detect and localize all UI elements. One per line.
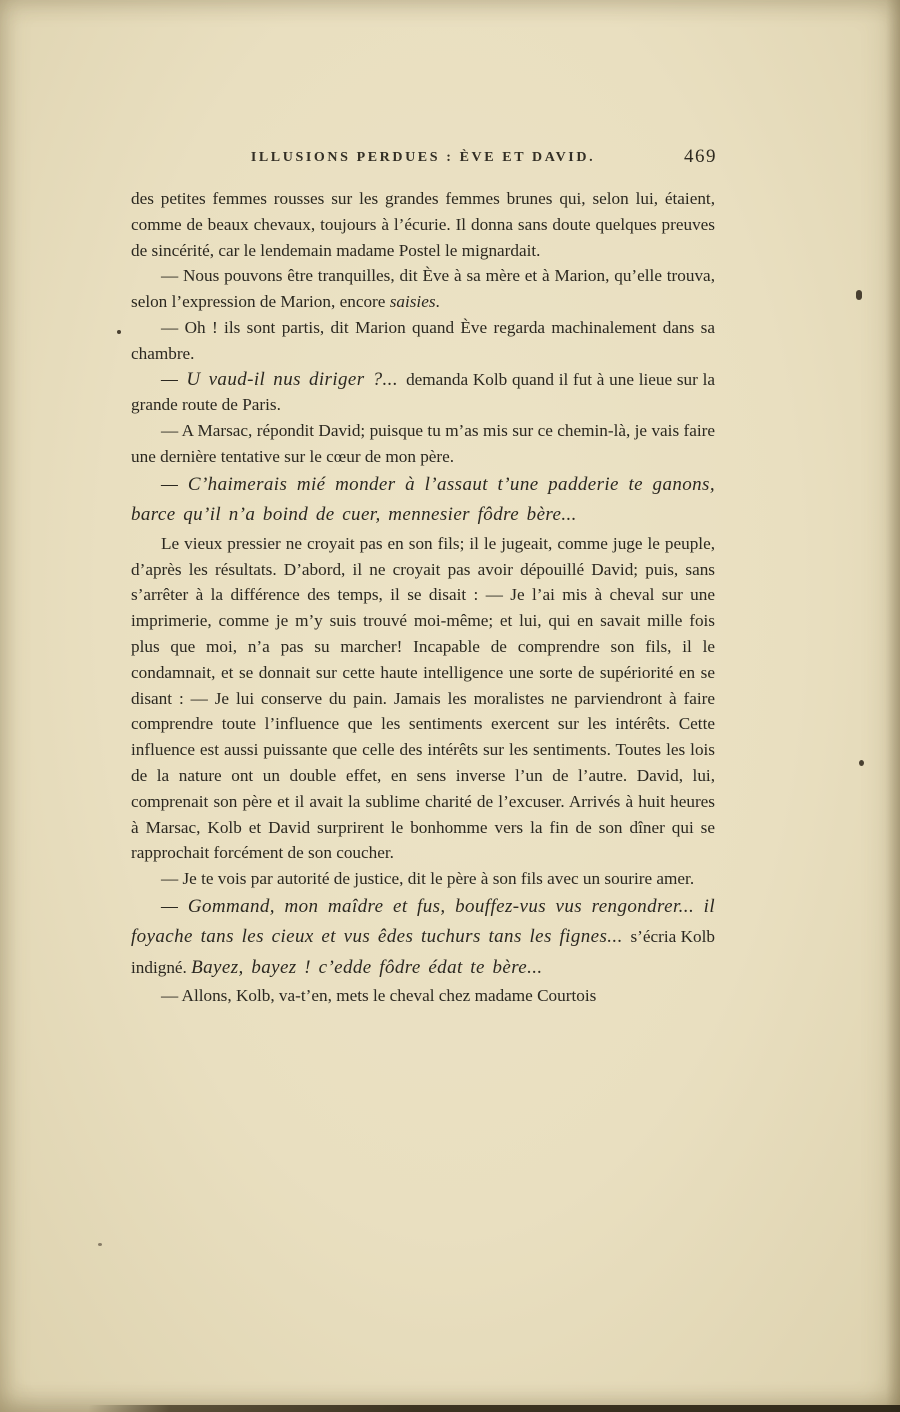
paragraph <box>131 866 715 892</box>
paragraph <box>131 418 715 470</box>
paragraph <box>131 315 715 367</box>
page-number: 469 <box>684 146 717 167</box>
scan-right-shade <box>886 0 900 1412</box>
text-segment: Le vieux pressier ne croyait pas en son fils; il le jugeait, comme juge le peuple, d’après les résultats. D’abord, il ne croyait pas avoir dépouillé David; puis, sans s’arrêter à la différence des temps, il se disait : — Je l’ai mis à cheval sur une imprimerie, comme je m’y suis trouvé moi-même; et lui, qui en savait mille fois plus que moi, n’a pas su marcher! Incapable de comprendre son fils, il le condamnait, et se donnait sur cette haute intelligence une sorte de supériorité en se disant : — Je lui conserve du pain. Jamais les moralistes ne parviendront à faire comprendre toute l’influence que les sentiments exercent sur les intérêts. Cette influence est aussi puissante que celle des intérêts sur les sentiments. Toutes les lois de la nature ont un double effet, en sens inverse l’un de l’autre. David, lui, comprenait son père et il avait la sublime charité de l’excuser. Arrivés à huit heures à Marsac, Kolb et David surprirent le bonhomme vers la fin de son dîner qui se rapprochait forcément de son coucher. <box>131 533 715 863</box>
text-segment: — Nous pouvons être tranquilles, dit Ève à sa mère et à Marion, qu’elle trouva, selon l’expression de Marion, encore <box>131 266 715 312</box>
scan-speck <box>117 330 121 334</box>
page-body <box>131 186 715 1009</box>
text-segment-italic: — Gommand, mon maîdre et fus, bouffez-vus vus rengondrer... il foyache tans les cieux et vus êdes tuchurs tans les fignes... <box>131 895 715 948</box>
text-segment: — Allons, Kolb, va-t’en, mets le cheval chez madame Courtois <box>161 986 597 1006</box>
scan-bottom-edge <box>88 1405 900 1412</box>
text-segment: des petites femmes rousses sur les grandes femmes brunes qui, selon lui, étaient, comme de beaux chevaux, toujours à l’écurie. Il donna sans doute quelques preuves de sincérité, car le lendemain madame Postel le mignardait. <box>131 189 715 260</box>
text-segment-italic: — U vaud-il nus diriger ?... <box>161 368 407 390</box>
text-segment: . <box>435 292 440 312</box>
text-segment: demanda Kolb quand il fut à une lieue sur la grande route de Paris. <box>131 369 715 415</box>
text-segment-italic: saisies <box>389 292 436 312</box>
text-segment: — Oh ! ils sont partis, dit Marion quand Ève regarda machinalement dans sa chambre. <box>131 317 715 363</box>
text-segment-italic: — C’haimerais mié monder à l’assaut t’une padderie te ganons, barce qu’il n’a boind de cuer, mennesier fôdre bère... <box>131 473 715 526</box>
scan-speck <box>856 290 862 300</box>
running-title: ILLUSIONS PERDUES : ÈVE ET DAVID. <box>250 150 596 165</box>
scan-speck <box>859 760 864 766</box>
text-segment: — Je te vois par autorité de justice, dit le père à son fils avec un sourire amer. <box>161 869 695 889</box>
text-segment: — A Marsac, répondit David; puisque tu m’as mis sur ce chemin-là, je vais faire une dernière tentative sur le cœur de mon père. <box>131 421 715 466</box>
text-segment-italic: Bayez, bayez ! c’edde fôdre édat te bère... <box>191 956 543 978</box>
paragraph <box>131 186 715 263</box>
paragraph <box>131 263 715 315</box>
paragraph <box>131 470 715 531</box>
paragraph <box>131 892 715 984</box>
text-segment: s’écria Kolb indigné. <box>131 927 715 977</box>
scan-speck <box>98 1243 102 1246</box>
paragraph <box>131 531 715 866</box>
page-header <box>131 146 715 178</box>
paragraph <box>131 983 715 1009</box>
paragraph <box>131 367 715 419</box>
text-block <box>131 146 715 1009</box>
